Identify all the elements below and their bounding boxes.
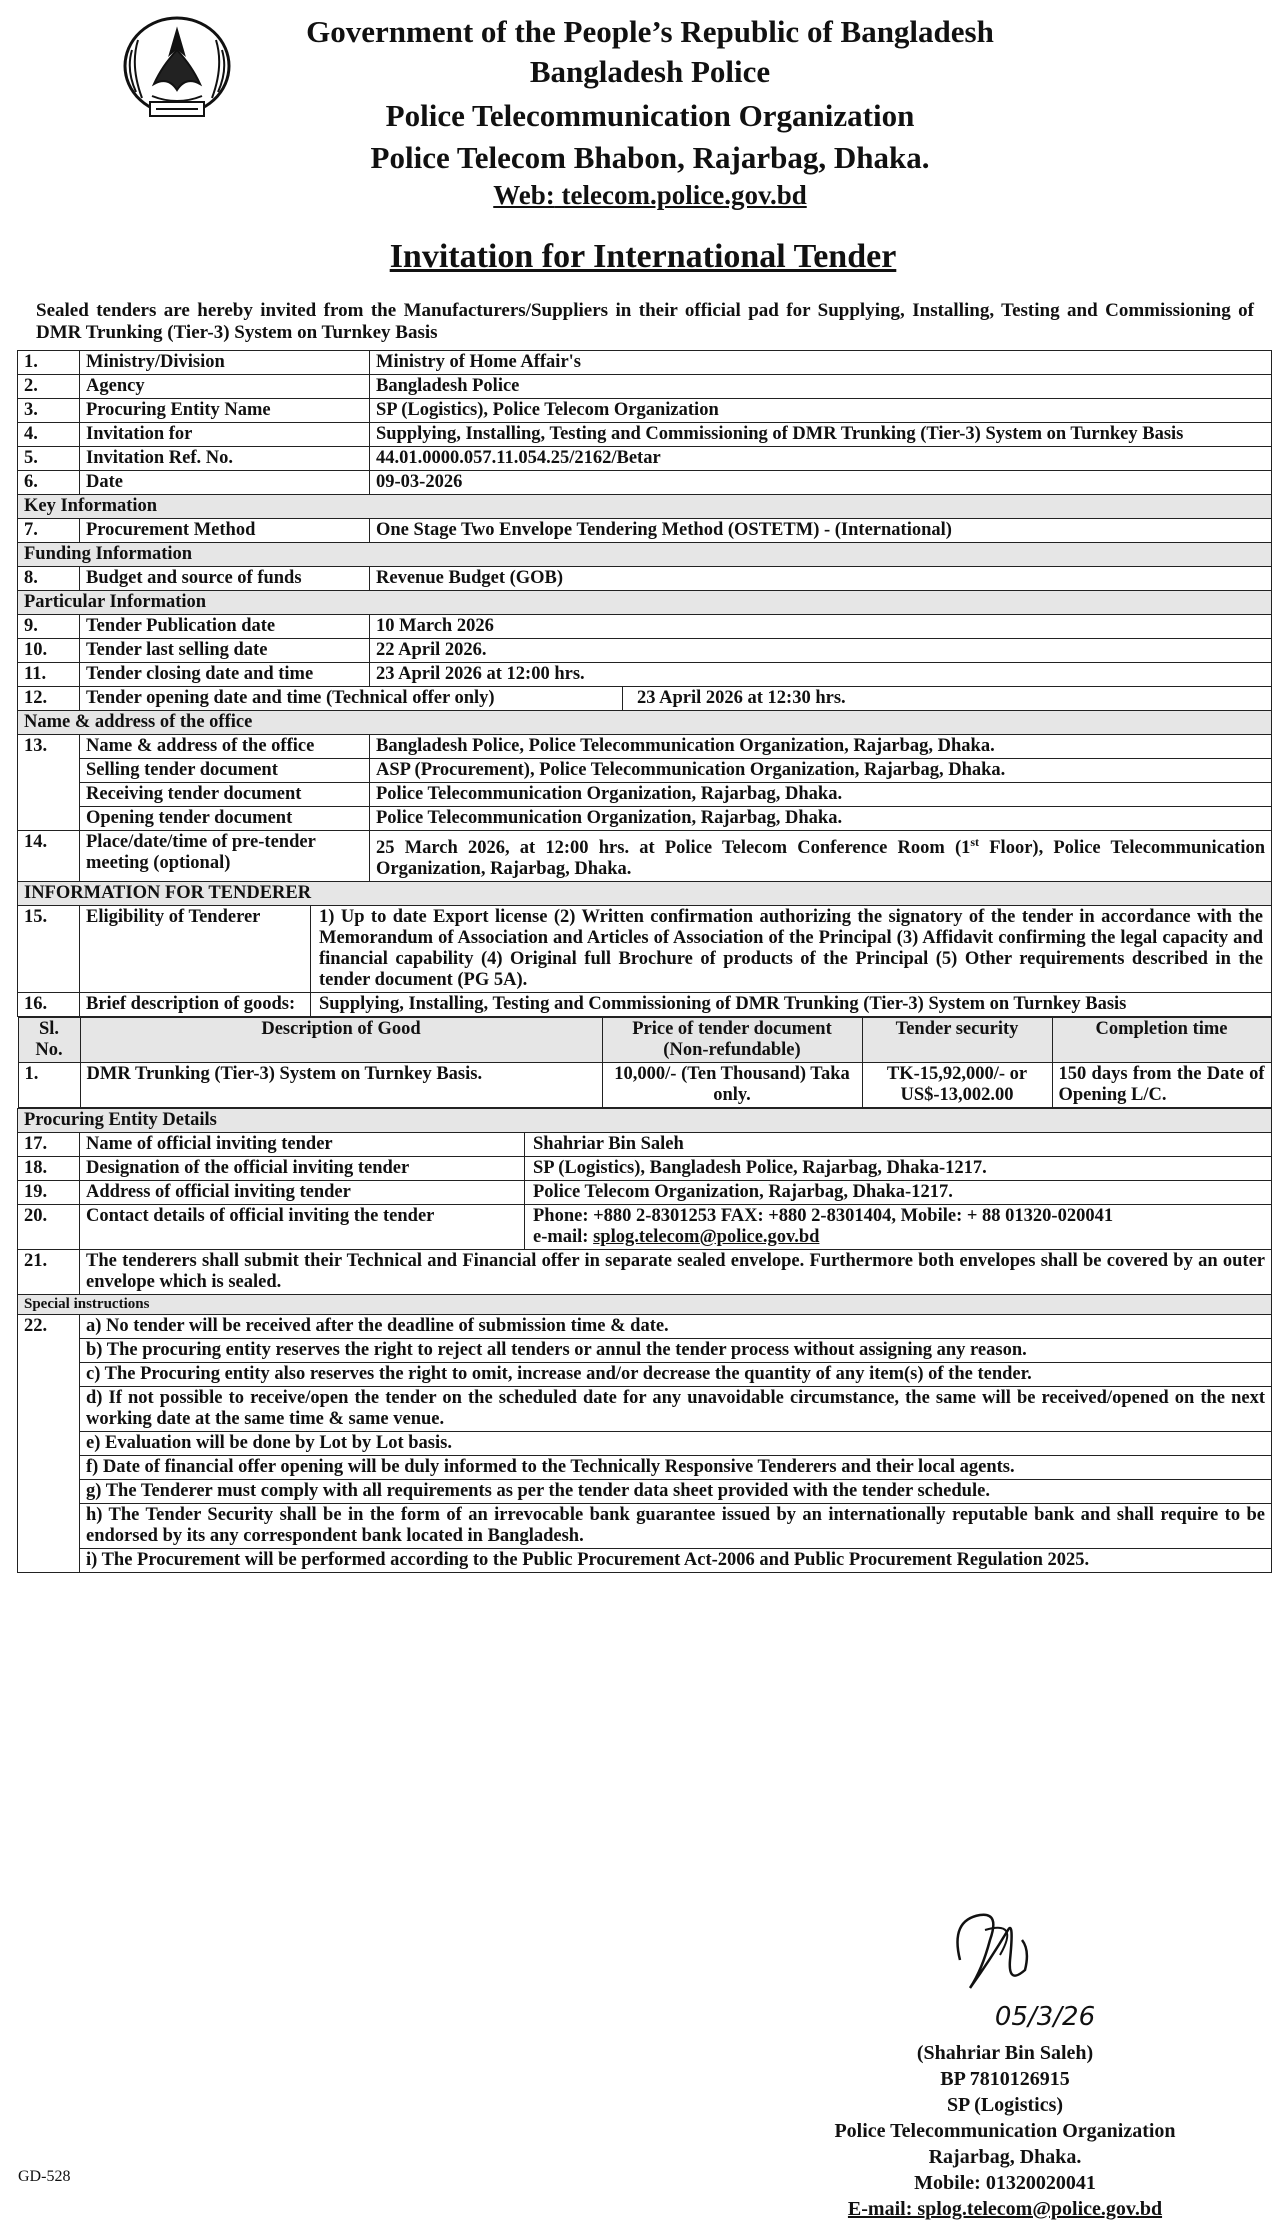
- table-row: [18, 1157, 1272, 1181]
- row-number: 12.: [18, 687, 80, 711]
- contact-email-label: e-mail:: [533, 1227, 594, 1248]
- row-label: Tender last selling date: [80, 639, 370, 663]
- row-label: Tender closing date and time: [80, 663, 370, 687]
- row-number: 21.: [18, 1250, 80, 1295]
- row-number: 11.: [18, 663, 80, 687]
- row-value: Police Telecom Organization, Rajarbag, Dhaka-1217.: [533, 1182, 953, 1203]
- goods-header-price: Price of tender document (Non-refundable): [602, 1018, 862, 1063]
- row-value: [370, 831, 1272, 882]
- goods-table-cell: [18, 1017, 1272, 1109]
- row-content: [80, 906, 1272, 993]
- row-number: 7.: [18, 519, 80, 543]
- table-row: [18, 1133, 1272, 1157]
- row-number: 22.: [18, 1315, 80, 1573]
- table-row: [18, 1018, 1271, 1063]
- row-value: ASP (Procurement), Police Telecommunication Organization, Rajarbag, Dhaka.: [370, 759, 1272, 783]
- table-row: [18, 687, 1272, 711]
- goods-header-description: Description of Good: [80, 1018, 602, 1063]
- goods-completion: 150 days from the Date of Opening L/C.: [1052, 1063, 1271, 1108]
- signatory-org: Police Telecommunication Organization: [834, 2120, 1176, 2142]
- row-number: 8.: [18, 567, 80, 591]
- row-value: 23 April 2026 at 12:30 hrs.: [637, 688, 846, 708]
- row-number: 16.: [18, 993, 80, 1017]
- handwritten-signature: [930, 1900, 1100, 2010]
- contact-email-link[interactable]: splog.telecom@police.gov.bd: [593, 1227, 820, 1248]
- section-key-information: Key Information: [18, 495, 1272, 519]
- row-number: 15.: [18, 906, 80, 993]
- table-row: [18, 807, 1272, 831]
- row-content: [80, 993, 1272, 1017]
- row-value: 1) Up to date Export license (2) Written confirmation authorizing the signatory of the tender in accordance with the Memorandum of Association and Articles of Association of the Principal (3) Affidavit confirming the legal capacity and financial capability (4) Original full Brochure of products of the Principal (5) Other requirements described in the tender document (PG 5A).: [319, 907, 1263, 991]
- row-label: Place/date/time of pre-tender meeting (optional): [80, 831, 370, 882]
- bangladesh-police-emblem: [112, 10, 242, 126]
- signatory-name: (Shahriar Bin Saleh): [916, 2042, 1094, 2064]
- row-value: Shahriar Bin Saleh: [533, 1134, 684, 1155]
- goods-header-completion: Completion time: [1052, 1018, 1271, 1063]
- row-value: SP (Logistics), Police Telecom Organization: [370, 399, 1272, 423]
- table-row: [18, 567, 1272, 591]
- table-row: [18, 1063, 1271, 1108]
- row-content: [80, 1181, 1272, 1205]
- table-row: [18, 1315, 1272, 1339]
- table-row: [18, 711, 1272, 735]
- signatory-mobile: Mobile: 01320020041: [914, 2172, 1096, 2194]
- row-content: [80, 1205, 1272, 1250]
- signatory-place: Rajarbag, Dhaka.: [928, 2146, 1082, 2168]
- table-row: [18, 519, 1272, 543]
- table-row: [18, 1181, 1272, 1205]
- row-label: Opening tender document: [80, 807, 370, 831]
- table-row: [18, 1387, 1272, 1432]
- table-row: [18, 1363, 1272, 1387]
- row-number: 19.: [18, 1181, 80, 1205]
- table-row: [18, 1295, 1272, 1315]
- header-organization: Police Telecommunication Organization: [385, 98, 915, 133]
- table-row: [18, 615, 1272, 639]
- table-row: [18, 831, 1272, 882]
- row-label: Receiving tender document: [80, 783, 370, 807]
- table-row: [18, 1205, 1272, 1250]
- row-value: Police Telecommunication Organization, Rajarbag, Dhaka.: [370, 783, 1272, 807]
- instruction-item: h) The Tender Security shall be in the form of an irrevocable bank guarantee issued by an internationally reputable bank and shall require to be endorsed by its any correspondent bank located in Bangladesh.: [80, 1504, 1272, 1549]
- instruction-item: d) If not possible to receive/open the tender on the scheduled date for any unavoidable circumstance, the same will be received/opened on the next working date at the same time & same venue.: [80, 1387, 1272, 1432]
- contact-phone: Phone: +880 2-8301253 FAX: +880 2-8301404, Mobile: + 88 01320-020041: [533, 1206, 1114, 1227]
- row-value: 22 April 2026.: [370, 639, 1272, 663]
- instruction-item: b) The procuring entity reserves the right to reject all tenders or annul the tender process without assigning any reason.: [80, 1339, 1272, 1363]
- meeting-text: 25 March 2026, at 12:00 hrs. at Police Telecom Conference Room (1: [376, 838, 971, 859]
- header-agency: Bangladesh Police: [529, 54, 771, 89]
- intro-paragraph: Sealed tenders are hereby invited from the Manufacturers/Suppliers in their official pad for Supplying, Installing, Testing and Commissioning of DMR Trunking (Tier-3) System on Turnkey Basis: [36, 300, 1254, 343]
- document-title: Invitation for International Tender: [389, 238, 897, 275]
- table-row: [18, 495, 1272, 519]
- row-number: 13.: [18, 735, 80, 831]
- section-office: Name & address of the office: [18, 711, 1272, 735]
- section-special-instructions: Special instructions: [18, 1295, 1272, 1315]
- table-row: [18, 663, 1272, 687]
- row-value: One Stage Two Envelope Tendering Method (OSTETM) - (International): [370, 519, 1272, 543]
- goods-header-sl: Sl. No.: [18, 1018, 80, 1063]
- table-row: [18, 1504, 1272, 1549]
- table-row: [18, 1456, 1272, 1480]
- row-value: 44.01.0000.057.11.054.25/2162/Betar: [370, 447, 1272, 471]
- row-label: Date: [80, 471, 370, 495]
- row-opening: [80, 687, 1272, 711]
- table-row: [18, 591, 1272, 615]
- signatory-bp: BP 7810126915: [940, 2068, 1070, 2090]
- goods-price: 10,000/- (Ten Thousand) Taka only.: [602, 1063, 862, 1108]
- table-row: [18, 423, 1272, 447]
- table-row: [18, 1480, 1272, 1504]
- instruction-item: i) The Procurement will be performed according to the Public Procurement Act-2006 and Public Procurement Regulation 2025.: [80, 1549, 1272, 1573]
- row-number: 5.: [18, 447, 80, 471]
- table-row: [18, 1549, 1272, 1573]
- row-value: Supplying, Installing, Testing and Commissioning of DMR Trunking (Tier-3) System on Turnkey Basis: [319, 994, 1127, 1015]
- table-row: [18, 471, 1272, 495]
- table-row: [18, 1250, 1272, 1295]
- row-label: Agency: [80, 375, 370, 399]
- row-value: Revenue Budget (GOB): [370, 567, 1272, 591]
- row-label: Budget and source of funds: [80, 567, 370, 591]
- row-value: 23 April 2026 at 12:00 hrs.: [370, 663, 1272, 687]
- row-value: SP (Logistics), Bangladesh Police, Rajarbag, Dhaka-1217.: [533, 1158, 987, 1179]
- row-label: Brief description of goods:: [80, 993, 311, 1016]
- table-row: [18, 1017, 1272, 1109]
- header-address: Police Telecom Bhabon, Rajarbag, Dhaka.: [370, 140, 930, 175]
- row-number: 14.: [18, 831, 80, 882]
- signatory-rank: SP (Logistics): [946, 2094, 1064, 2116]
- row-value: Police Telecommunication Organization, Rajarbag, Dhaka.: [370, 807, 1272, 831]
- instruction-item: a) No tender will be received after the deadline of submission time & date.: [80, 1315, 1272, 1339]
- table-row: [18, 783, 1272, 807]
- instruction-item: c) The Procuring entity also reserves the right to omit, increase and/or decrease the quantity of any item(s) of the tender.: [80, 1363, 1272, 1387]
- header-government: Government of the People’s Republic of Bangladesh: [306, 14, 994, 49]
- row-value: Bangladesh Police, Police Telecommunication Organization, Rajarbag, Dhaka.: [370, 735, 1272, 759]
- table-row: [18, 906, 1272, 993]
- section-particular-information: Particular Information: [18, 591, 1272, 615]
- row-number: 2.: [18, 375, 80, 399]
- row-content: [80, 1157, 1272, 1181]
- goods-sl: 1.: [18, 1063, 80, 1108]
- goods-header-security: Tender security: [862, 1018, 1052, 1063]
- row-value: Bangladesh Police: [370, 375, 1272, 399]
- row-number: 20.: [18, 1205, 80, 1250]
- instruction-item: e) Evaluation will be done by Lot by Lot basis.: [80, 1432, 1272, 1456]
- row-number: 4.: [18, 423, 80, 447]
- table-row: [18, 639, 1272, 663]
- row-label: Eligibility of Tenderer: [80, 906, 311, 992]
- row-number: 6.: [18, 471, 80, 495]
- row-label: Contact details of official inviting the tender: [80, 1205, 525, 1249]
- table-row: [18, 447, 1272, 471]
- tender-table: [17, 350, 1272, 1573]
- goods-description: DMR Trunking (Tier-3) System on Turnkey Basis.: [80, 1063, 602, 1108]
- header-web: [250, 180, 1050, 211]
- row-label: Address of official inviting tender: [80, 1181, 525, 1204]
- instruction-item: f) Date of financial offer opening will be duly informed to the Technically Responsive Tenderers and their local agents.: [80, 1456, 1272, 1480]
- row-label: Procuring Entity Name: [80, 399, 370, 423]
- footer-code: GD-528: [18, 2168, 71, 2185]
- row-label: Tender Publication date: [80, 615, 370, 639]
- table-row: [18, 375, 1272, 399]
- row-label: Ministry/Division: [80, 351, 370, 375]
- section-funding-information: Funding Information: [18, 543, 1272, 567]
- table-row: [18, 543, 1272, 567]
- row-label: Name of official inviting tender: [80, 1133, 525, 1156]
- row-label: Procurement Method: [80, 519, 370, 543]
- row-value: The tenderers shall submit their Technical and Financial offer in separate sealed envelope. Furthermore both envelopes shall be covered by an outer envelope which is sealed.: [80, 1250, 1272, 1295]
- row-label: Invitation Ref. No.: [80, 447, 370, 471]
- row-number: 17.: [18, 1133, 80, 1157]
- table-row: [18, 1109, 1272, 1133]
- row-value: Ministry of Home Affair's: [370, 351, 1272, 375]
- table-row: [18, 351, 1272, 375]
- table-row: [18, 993, 1272, 1017]
- row-label: Invitation for: [80, 423, 370, 447]
- row-number: 9.: [18, 615, 80, 639]
- row-number: 10.: [18, 639, 80, 663]
- table-row: [18, 882, 1272, 906]
- table-row: [18, 1432, 1272, 1456]
- row-number: 3.: [18, 399, 80, 423]
- instruction-item: g) The Tenderer must comply with all requirements as per the tender data sheet provided with the tender schedule.: [80, 1480, 1272, 1504]
- table-row: [18, 735, 1272, 759]
- goods-table: [18, 1017, 1272, 1108]
- row-value: [525, 1205, 1121, 1249]
- row-label: Designation of the official inviting tender: [80, 1157, 525, 1180]
- table-row: [18, 399, 1272, 423]
- row-value: Supplying, Installing, Testing and Commissioning of DMR Trunking (Tier-3) System on Turnkey Basis: [370, 423, 1272, 447]
- row-value: 09-03-2026: [370, 471, 1272, 495]
- row-value: 10 March 2026: [370, 615, 1272, 639]
- signatory-email[interactable]: E-mail: splog.telecom@police.gov.bd: [847, 2198, 1163, 2220]
- table-row: [18, 1339, 1272, 1363]
- row-label: Selling tender document: [80, 759, 370, 783]
- goods-security: TK-15,92,000/- or US$-13,002.00: [862, 1063, 1052, 1108]
- section-information-for-tenderer: INFORMATION FOR TENDERER: [18, 882, 1272, 906]
- meeting-floor-suffix: st: [970, 835, 980, 849]
- sign-date-text: 05/3/26: [994, 2002, 1096, 2032]
- row-number: 1.: [18, 351, 80, 375]
- row-content: [80, 1133, 1272, 1157]
- section-procuring-entity: Procuring Entity Details: [18, 1109, 1272, 1133]
- row-label: Name & address of the office: [80, 735, 370, 759]
- table-row: [18, 759, 1272, 783]
- row-label: Tender opening date and time (Technical offer only): [80, 687, 623, 710]
- meeting-text-rest: Floor), Police Telecommunication Organization, Rajarbag, Dhaka.: [376, 838, 1265, 880]
- row-number: 18.: [18, 1157, 80, 1181]
- web-label: Web:: [493, 180, 555, 210]
- web-url[interactable]: telecom.police.gov.bd: [561, 180, 807, 210]
